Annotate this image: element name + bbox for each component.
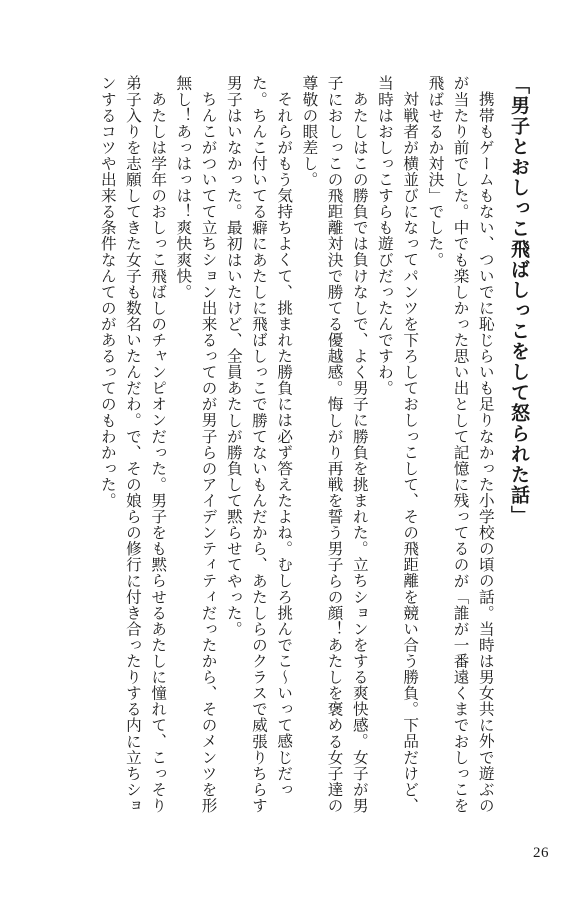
paragraph-3: あたしはこの勝負では負けなしで、よく男子に勝負を挑まれた。立ちションをする爽快感。女子が男子におしっこの飛距離対決で勝てる優越感。悔しがり再戦を誓う男子らの顔！あたしを褒める女子達の尊敬の眼差し。 (300, 75, 369, 814)
paragraph-6: あたしは学年のおしっこ飛ばしのチャンピオンだった。男子をも黙らせるあたしに憧れて、こっそり弟子入りを志願してきた女子も数名いたんだわ。で、その娘らの修行に付き合ったりする内に立ちションするコツや出来る条件なんてのがあるってのもわかった。 (98, 75, 168, 814)
paragraph-4: それらがもう気持ちよくて、挑まれた勝負には必ず答えたよね。むしろ挑んでこ〜いって感じだった。ちんこ付いてる癖にあたしに飛ばしっこで勝てないもんだから、あたしらのクラスで威張りちらす男子はいなかった。最初はいたけど、全員あたしが勝負して黙らせてやった。 (224, 75, 294, 814)
vertical-text-column (51, 75, 531, 820)
page-number: 26 (533, 845, 549, 861)
paragraph-1: 携帯もゲームもない、ついでに恥じらいも足りなかった小学校の頃の話。当時は男女共に外で遊ぶのが当たり前でした。中でも楽しかった思い出として記憶に残ってるのが「誰が一番遠くまでおしっこを飛ばせるか対決」でした。 (426, 75, 495, 814)
chapter-title: 「男子とおしっこ飛ばしっこをして怒られた話」 (508, 75, 530, 526)
paragraph-2: 対戦者が横並びになってパンツを下ろしておしっこして、その飛距離を競い合う勝負。下品だけど、当時はおしっこすらも遊びだったんですわ。 (375, 75, 420, 813)
paragraph-5: ちんこがついてて立ちション出来るってのが男子らのアイデンティティだったから、そのメンツを形無し！あっはっは！爽快爽快。 (174, 75, 218, 813)
